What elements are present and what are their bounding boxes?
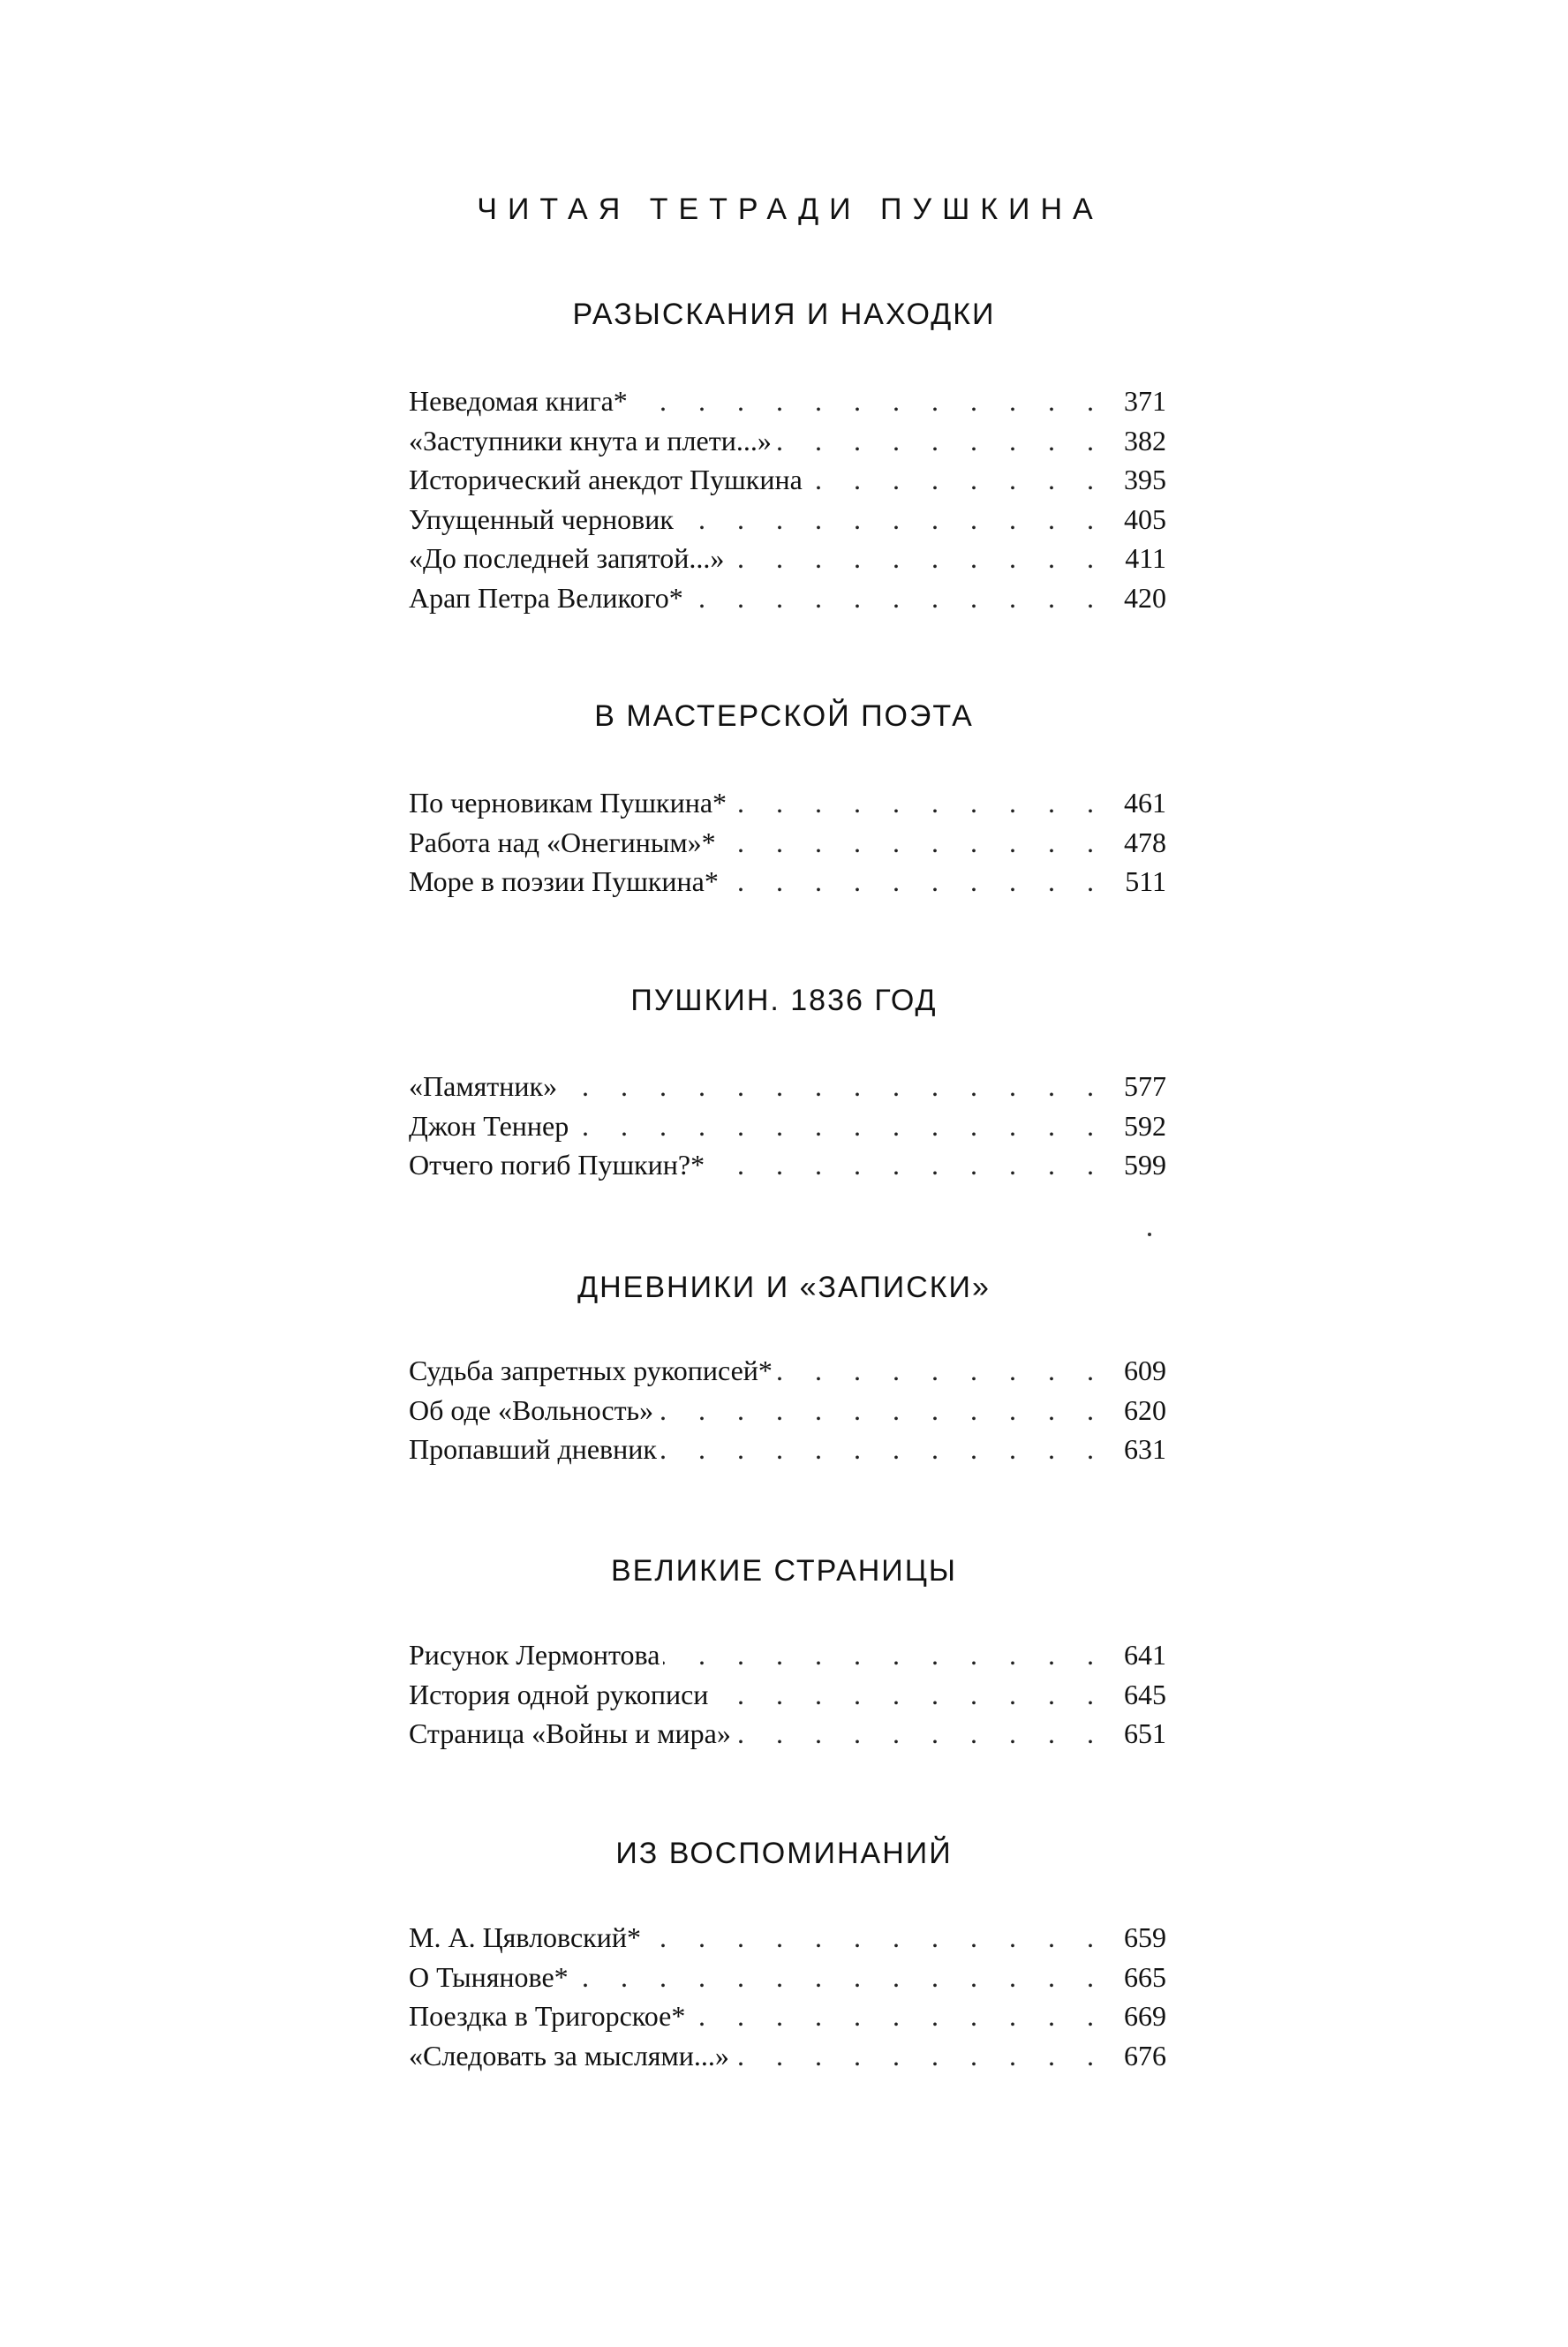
toc-entry[interactable]: [409, 1675, 1166, 1715]
entry-title: Об оде «Вольность»: [409, 1391, 657, 1430]
dot-leader: [572, 1958, 1115, 1996]
toc-entry[interactable]: [409, 1145, 1166, 1185]
entry-title: «Памятник»: [409, 1067, 561, 1106]
toc-entry[interactable]: [409, 1391, 1166, 1430]
entry-title: О Тынянове*: [409, 1958, 572, 1996]
section-dnevniki: [0, 1267, 1568, 1308]
entry-title: Работа над «Онегиным»*: [409, 823, 720, 862]
section-entries: [409, 783, 1166, 902]
dot-leader: [660, 1430, 1115, 1468]
entry-page-number: 382: [1124, 424, 1166, 457]
toc-entry[interactable]: [409, 1430, 1166, 1469]
dot-leader: [730, 783, 1115, 822]
section-entries: [409, 1635, 1166, 1754]
toc-entry[interactable]: [409, 823, 1166, 863]
toc-entry[interactable]: [409, 421, 1166, 461]
section-velikie-stranitsy: [0, 1551, 1568, 1591]
entry-page-number: 461: [1124, 787, 1166, 819]
dot-leader: [720, 823, 1115, 862]
section-entries: [409, 381, 1166, 617]
entry-page-number: 665: [1124, 1960, 1166, 1993]
entry-page-number: 511: [1125, 865, 1166, 897]
section-heading: РАЗЫСКАНИЯ И НАХОДКИ: [572, 298, 996, 331]
entry-page-number: 659: [1124, 1921, 1166, 1953]
entry-title: «Заступники кнута и плети...»: [409, 421, 775, 460]
section-vospominaniya: [0, 1833, 1568, 1874]
book-title: ЧИТАЯ ТЕТРАДИ ПУШКИНА: [477, 192, 1104, 226]
stray-dot: [1148, 1233, 1151, 1236]
entry-title: Джон Теннер: [409, 1106, 572, 1145]
entry-page-number: 405: [1124, 502, 1166, 535]
section-heading: ПУШКИН. 1836 ГОД: [630, 984, 938, 1017]
dot-leader: [775, 421, 1115, 460]
entry-title: Неведомая книга*: [409, 381, 631, 420]
entry-title: Страница «Войны и мира»: [409, 1714, 735, 1753]
entry-page-number: 592: [1124, 1109, 1166, 1142]
entry-page-number: 631: [1124, 1433, 1166, 1465]
entry-page-number: 478: [1124, 826, 1166, 858]
section-heading: В МАСТЕРСКОЙ ПОЭТА: [594, 699, 974, 733]
section-heading: ИЗ ВОСПОМИНАНИЙ: [615, 1837, 953, 1870]
toc-entry[interactable]: [409, 783, 1166, 823]
entry-page-number: 395: [1124, 464, 1166, 495]
entry-page-number: 669: [1124, 2000, 1166, 2032]
dot-leader: [806, 460, 1115, 499]
toc-entry[interactable]: [409, 1996, 1166, 2036]
entry-title: Пропавший дневник: [409, 1430, 660, 1468]
section-1836: [0, 980, 1568, 1021]
entry-page-number: 620: [1124, 1393, 1166, 1426]
section-entries: [409, 1351, 1166, 1469]
dot-leader: [708, 1145, 1115, 1184]
dot-leader: [689, 1996, 1115, 2035]
entry-title: Отчего погиб Пушкин?*: [409, 1145, 708, 1184]
dot-leader: [561, 1067, 1115, 1106]
entry-title: Упущенный черновик: [409, 500, 677, 539]
section-heading: ДНЕВНИКИ И «ЗАПИСКИ»: [577, 1271, 991, 1304]
section-entries: [409, 1918, 1166, 2075]
toc-entry[interactable]: [409, 862, 1166, 902]
dot-leader: [733, 2036, 1115, 2075]
entry-title: Море в поэзии Пушкина*: [409, 862, 722, 901]
entry-title: Судьба запретных рукописей*: [409, 1351, 776, 1390]
dot-leader: [645, 1918, 1115, 1957]
toc-entry[interactable]: [409, 381, 1166, 421]
toc-entry[interactable]: [409, 500, 1166, 540]
entry-page-number: 609: [1124, 1355, 1166, 1386]
entry-title: М. А. Цявловский*: [409, 1918, 645, 1957]
entry-page-number: 411: [1125, 542, 1166, 574]
dot-leader: [712, 1675, 1115, 1714]
entry-page-number: 371: [1124, 385, 1166, 417]
dot-leader: [657, 1391, 1115, 1430]
dot-leader: [631, 381, 1115, 420]
entry-page-number: 577: [1124, 1070, 1166, 1102]
toc-entry[interactable]: [409, 1351, 1166, 1391]
dot-leader: [663, 1635, 1115, 1674]
entry-page-number: 676: [1124, 2039, 1166, 2072]
entry-page-number: 645: [1124, 1678, 1166, 1710]
dot-leader: [735, 1714, 1115, 1753]
dot-leader: [677, 500, 1115, 539]
entry-title: По черновикам Пушкина*: [409, 783, 730, 822]
toc-entry[interactable]: [409, 578, 1166, 618]
toc-entry[interactable]: [409, 539, 1166, 578]
entry-title: Рисунок Лермонтова: [409, 1635, 663, 1674]
dot-leader: [687, 578, 1115, 617]
toc-entry[interactable]: [409, 1106, 1166, 1146]
entry-page-number: 641: [1124, 1639, 1166, 1671]
section-razyskaniya: [0, 294, 1568, 335]
section-masterskaya: [0, 696, 1568, 736]
toc-entry[interactable]: [409, 1714, 1166, 1754]
toc-entry[interactable]: [409, 1958, 1166, 1997]
dot-leader: [727, 539, 1115, 577]
toc-entry[interactable]: [409, 460, 1166, 500]
dot-leader: [776, 1351, 1115, 1390]
entry-title: «Следовать за мыслями...»: [409, 2036, 733, 2075]
toc-entry[interactable]: [409, 1067, 1166, 1106]
dot-leader: [722, 862, 1115, 901]
toc-entry[interactable]: [409, 1918, 1166, 1958]
entry-page-number: 651: [1124, 1717, 1166, 1749]
toc-entry[interactable]: [409, 2036, 1166, 2076]
entry-page-number: 599: [1124, 1149, 1166, 1181]
entry-title: Поездка в Тригорское*: [409, 1996, 689, 2035]
toc-entry[interactable]: [409, 1635, 1166, 1675]
section-heading: ВЕЛИКИЕ СТРАНИЦЫ: [611, 1554, 957, 1588]
entry-title: «До последней запятой...»: [409, 539, 727, 577]
dot-leader: [572, 1106, 1115, 1145]
entry-page-number: 420: [1124, 581, 1166, 614]
entry-title: История одной рукописи: [409, 1675, 712, 1714]
entry-title: Исторический анекдот Пушкина: [409, 460, 806, 499]
section-entries: [409, 1067, 1166, 1185]
entry-title: Арап Петра Великого*: [409, 578, 687, 617]
